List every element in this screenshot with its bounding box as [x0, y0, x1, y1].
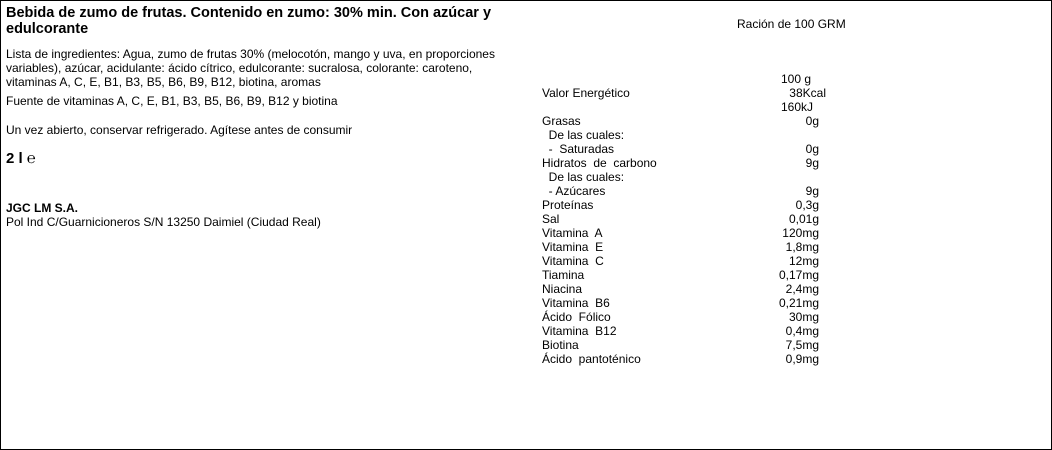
nutrient-value: 0,21mg	[778, 296, 819, 310]
nutrient-value: 0g	[805, 114, 819, 128]
nutrient-label: Vitamina E	[542, 240, 604, 254]
nutrient-value: 0,17mg	[778, 268, 819, 282]
nutrient-value: 120mg	[782, 226, 819, 240]
company-address: Pol Ind C/Guarnicioneros S/N 13250 Daimiel (Ciudad Real)	[6, 215, 321, 229]
nutrient-label: Hidratos de carbono	[542, 156, 657, 170]
nutrient-label: Vitamina B12	[542, 324, 617, 338]
nutrient-value: 12mg	[788, 254, 819, 268]
estimated-sign-icon: ℮	[26, 150, 37, 167]
energy-label: Valor Energético	[542, 86, 630, 100]
nutrient-label: De las cuales:	[542, 170, 625, 184]
nutrient-value: 0,3g	[795, 198, 819, 212]
per-amount-header: 100 g	[780, 72, 811, 86]
energy-kj: 160kJ	[780, 100, 813, 114]
nutrient-value: 9g	[805, 156, 819, 170]
ingredients-list: Lista de ingredientes: Agua, zumo de frutas 30% (melocotón, mango y uva, en proporciones variables), azúcar, acidulante: ácido cítrico, edulcorante: sucralosa, colorante: caroteno, vitaminas A, C, E, B1, B3, B5, B6, B9, B12, biotina, aromas	[6, 47, 495, 89]
nutrient-label: Vitamina B6	[542, 296, 610, 310]
nutrient-value: 30mg	[788, 310, 819, 324]
nutrient-value: 0,4mg	[785, 324, 819, 338]
net-quantity	[6, 152, 37, 166]
nutrient-label: Sal	[542, 212, 560, 226]
nutrient-value: 0,01g	[788, 212, 819, 226]
nutrient-value: 7,5mg	[785, 338, 819, 352]
storage-instructions: Un vez abierto, conservar refrigerado. Agítese antes de consumir	[6, 123, 353, 137]
nutrient-label: Biotina	[542, 338, 579, 352]
nutrient-label: Ácido pantoténico	[542, 352, 641, 366]
energy-kcal: 38Kcal	[789, 86, 826, 100]
nutrient-label: Proteínas	[542, 198, 594, 212]
nutrient-label: Niacina	[542, 282, 583, 296]
nutrient-value: 0,9mg	[785, 352, 819, 366]
nutrient-value: 0g	[805, 142, 819, 156]
nutrient-label: Vitamina C	[542, 254, 604, 268]
nutrient-value: 1,8mg	[785, 240, 819, 254]
company-name: JGC LM S.A.	[6, 201, 79, 215]
nutrient-label: Grasas	[542, 114, 581, 128]
nutrient-label: Tiamina	[542, 268, 585, 282]
nutrient-label: De las cuales:	[542, 128, 625, 142]
nutrient-label: Ácido Fólico	[542, 310, 611, 324]
nutrient-label: Vitamina A	[542, 226, 603, 240]
nutrient-label: - Saturadas	[542, 142, 615, 156]
vitamins-source: Fuente de vitaminas A, C, E, B1, B3, B5, B6, B9, B12 y biotina	[6, 94, 338, 108]
product-title: Bebida de zumo de frutas. Contenido en zumo: 30% min. Con azúcar y edulcorante	[6, 5, 492, 37]
serving-size: Ración de 100 GRM	[737, 17, 846, 31]
nutrient-label: - Azúcares	[542, 184, 606, 198]
quantity-value: 2 l	[6, 150, 23, 167]
nutrient-value: 2,4mg	[785, 282, 819, 296]
nutrient-value: 9g	[805, 184, 819, 198]
